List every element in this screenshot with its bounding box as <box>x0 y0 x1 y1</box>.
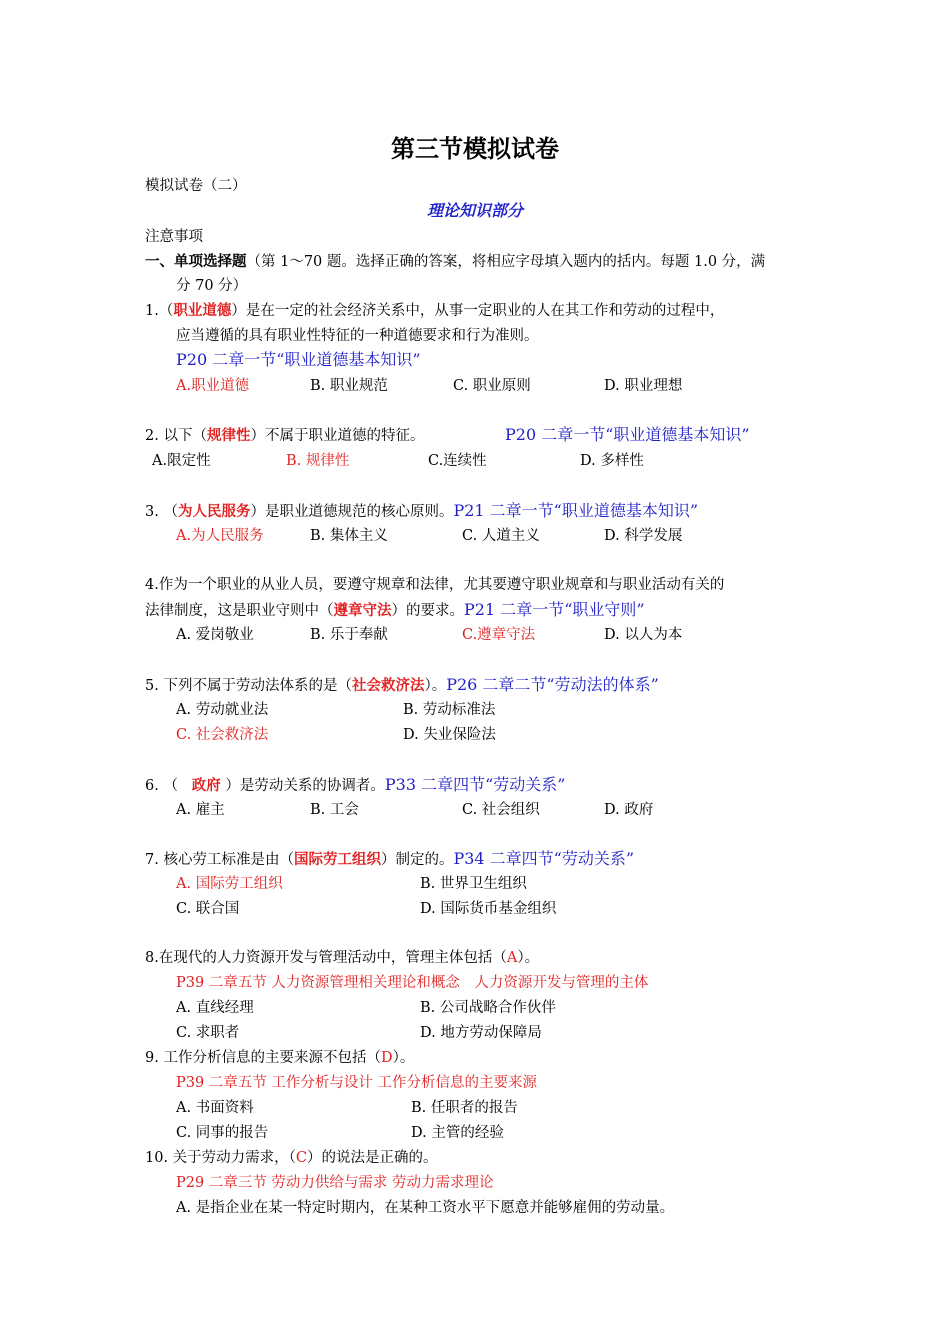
question-6: 6. （ 政府 ）是劳动关系的协调者。P33 二章四节“劳动关系” <box>145 775 566 794</box>
option-d: D. 科学发展 <box>604 528 683 544</box>
part-instructions-cont: 分 70 分） <box>176 278 248 294</box>
option-c: C. 职业原则 <box>453 378 531 394</box>
answer-text: 遵章守法 <box>333 602 392 619</box>
page-title: 第三节模拟试卷 <box>391 134 559 163</box>
question-10: 10. 关于劳动力需求，（C）的说法是正确的。 <box>145 1150 438 1166</box>
option-d: D. 失业保险法 <box>403 727 496 743</box>
option-d: D. 地方劳动保障局 <box>420 1025 542 1041</box>
option-c: C.连续性 <box>428 453 487 469</box>
option-d: D. 政府 <box>604 802 654 818</box>
answer-text: D <box>380 1050 393 1066</box>
option-a: A. 书面资料 <box>176 1100 254 1116</box>
option-a: A.为人民服务 <box>176 528 264 544</box>
option-b: B. 乐于奉献 <box>310 627 388 643</box>
option-c: C.遵章守法 <box>462 627 536 643</box>
option-d: D. 以人为本 <box>604 627 683 643</box>
question-7-reference: P34 二章四节“劳动关系” <box>453 849 635 868</box>
question-9: 9. 工作分析信息的主要来源不包括（D）。 <box>145 1050 415 1066</box>
question-4-reference: P21 二章一节“职业守则” <box>464 600 645 619</box>
question-4: 4.作为一个职业的从业人员，要遵守规章和法律，尤其要遵守职业规章和与职业活动有关的 <box>145 577 725 593</box>
question-7: 7. 核心劳工标准是由（国际劳工组织）制定的。P34 二章四节“劳动关系” <box>145 849 635 868</box>
option-b: B. 集体主义 <box>310 528 388 544</box>
question-5-reference: P26 二章二节“劳动法的体系” <box>446 675 659 694</box>
option-a: A. 爱岗敬业 <box>176 627 254 643</box>
option-a: A.职业道德 <box>176 378 250 394</box>
answer-text: 社会救济法 <box>351 677 425 694</box>
answer-text: 政府 <box>191 777 221 794</box>
notice-heading: 注意事项 <box>145 229 203 245</box>
option-d: D. 国际货币基金组织 <box>420 901 557 917</box>
option-a: A. 劳动就业法 <box>176 702 269 718</box>
question-1-cont: 应当遵循的具有职业性特征的一种道德要求和行为准则。 <box>176 328 539 344</box>
question-1-reference: P20 二章一节“职业道德基本知识” <box>176 350 421 369</box>
option-b: B. 世界卫生组织 <box>420 876 527 892</box>
option-c: C. 同事的报告 <box>176 1125 269 1141</box>
option-a: A. 雇主 <box>176 802 225 818</box>
part-heading: 一、单项选择题 <box>145 253 247 270</box>
part-instructions: 一、单项选择题（第 1～70 题。选择正确的答案，将相应字母填入题内的括内。每题 1.0 分，满 <box>145 253 766 270</box>
option-b: B. 公司战略合作伙伴 <box>420 1000 556 1016</box>
question-10-reference: P29 二章三节 劳动力供给与需求 劳动力需求理论 <box>176 1175 494 1191</box>
option-c: C. 社会救济法 <box>176 727 269 743</box>
option-b: B. 任职者的报告 <box>411 1100 518 1116</box>
question-9-reference: P39 二章五节 工作分析与设计 工作分析信息的主要来源 <box>176 1075 538 1091</box>
question-6-reference: P33 二章四节“劳动关系” <box>384 775 566 794</box>
answer-text: C <box>295 1150 308 1166</box>
question-3: 3. （为人民服务）是职业道德规范的核心原则。P21 二章一节“职业道德基本知识” <box>145 501 699 520</box>
option-b: B. 规律性 <box>286 453 350 469</box>
section-heading: 理论知识部分 <box>426 201 523 220</box>
question-1: 1.（职业道德）是在一定的社会经济关系中，从事一定职业的人在其工作和劳动的过程中， <box>145 302 725 319</box>
question-2-reference: P20 二章一节“职业道德基本知识” <box>505 425 750 444</box>
question-8: 8.在现代的人力资源开发与管理活动中，管理主体包括（A）。 <box>145 950 540 966</box>
exam-subtitle: 模拟试卷（二） <box>145 178 247 194</box>
answer-text: 职业道德 <box>173 302 232 319</box>
option-d: D. 主管的经验 <box>411 1125 504 1141</box>
option-a: A. 直线经理 <box>176 1000 254 1016</box>
option-c: C. 社会组织 <box>462 802 540 818</box>
answer-text: A <box>506 950 518 966</box>
option-a: A.限定性 <box>152 453 211 469</box>
option-d: D. 职业理想 <box>604 378 683 394</box>
answer-text: 规律性 <box>206 427 251 444</box>
option-c: C. 人道主义 <box>462 528 540 544</box>
question-5: 5. 下列不属于劳动法体系的是（社会救济法）。P26 二章二节“劳动法的体系” <box>145 675 659 694</box>
option-d: D. 多样性 <box>580 453 644 469</box>
option-a: A. 是指企业在某一特定时期内，在某种工资水平下愿意并能够雇佣的劳动量。 <box>176 1200 675 1216</box>
question-3-reference: P21 二章一节“职业道德基本知识” <box>453 501 699 520</box>
answer-text: 国际劳工组织 <box>293 851 381 868</box>
option-a: A. 国际劳工组织 <box>176 876 283 892</box>
question-2: 2. 以下（规律性）不属于职业道德的特征。 <box>145 427 425 444</box>
option-c: C. 联合国 <box>176 901 240 917</box>
answer-text: 为人民服务 <box>177 503 251 520</box>
question-4-cont: 法律制度，这是职业守则中（遵章守法）的要求。P21 二章一节“职业守则” <box>145 600 645 619</box>
option-b: B. 工会 <box>310 802 359 818</box>
question-8-reference: P39 二章五节 人力资源管理相关理论和概念 人力资源开发与管理的主体 <box>176 975 649 991</box>
option-b: B. 职业规范 <box>310 378 388 394</box>
option-c: C. 求职者 <box>176 1025 240 1041</box>
option-b: B. 劳动标准法 <box>403 702 496 718</box>
